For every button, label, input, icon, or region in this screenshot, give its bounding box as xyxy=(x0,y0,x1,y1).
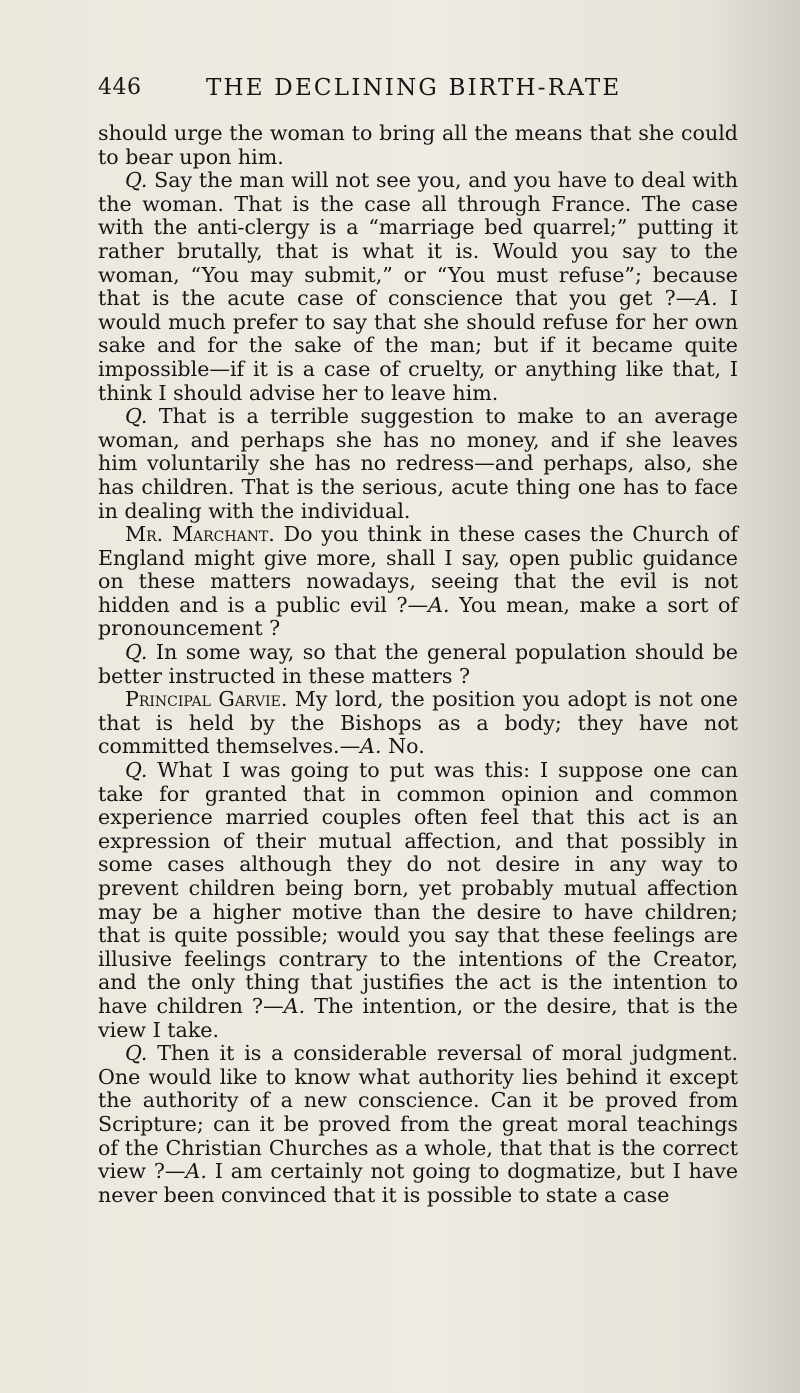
question-label: Q. xyxy=(125,1041,148,1066)
paragraph-6 xyxy=(98,688,738,759)
answer-label: A. xyxy=(428,592,450,617)
question-text: My lord, the position you adopt is not one that is held by the Bishops as a body; they have not committed themselves.— xyxy=(98,687,738,759)
question-text: Say the man will not see you, and you have to deal with the woman. That is the case all through France. The case with the anti-clergy is a “marriage bed quarrel;” putting it rather brutally, that is what it is. Would you say to the woman, “You may submit,” or “You must refuse”; because that is the acute case of conscience that you get ?— xyxy=(98,168,738,311)
paragraph-8 xyxy=(98,1042,738,1207)
answer-label: A. xyxy=(696,286,718,311)
question-text: Then it is a considerable reversal of moral judgment. One would like to know what authority lies behind it except the authority of a new conscience. Can it be proved from Scripture; can it be proved from the great moral teachings of the Christian Churches as a whole, that that is the correct view ?— xyxy=(98,1041,738,1184)
answer-text: No. xyxy=(381,734,425,759)
question-text: What I was going to put was this: I suppose one can take for granted that in common opinion and common experience married couples often feel that this act is an expression of their mutual affection, and that possibly in some cases although they do not desire in any way to prevent children being born, yet probably mutual affection may be a higher motive than the desire to have children; that is quite possible; would you say that these feelings are illusive feelings contrary to the intentions of the Creator, and the only thing that justifies the act is the intention to have children ?— xyxy=(98,758,738,1018)
paragraph-4 xyxy=(98,523,738,641)
running-title: THE DECLINING BIRTH-RATE xyxy=(206,75,622,101)
paragraph-5 xyxy=(98,641,738,688)
page-number: 446 xyxy=(98,75,142,100)
answer-text: I am certainly not going to dogmatize, but I have never been convinced that it is possible to state a case xyxy=(98,1159,739,1207)
question-label: Q. xyxy=(125,758,148,783)
paragraph-7 xyxy=(98,759,738,1042)
speaker-name: Mr. Marchant. xyxy=(125,522,275,547)
question-label: Q. xyxy=(125,168,148,193)
question-text: Do you think in these cases the Church of England might give more, shall I say, open public guidance on these matters nowadays, seeing that the evil is not hidden and is a public evil ?— xyxy=(98,522,738,617)
answer-label: A. xyxy=(360,734,382,759)
paragraph-3 xyxy=(98,405,738,523)
question-label: Q. xyxy=(125,404,148,429)
answer-text: I would much prefer to say that she should refuse for her own sake and for the sake of the man; but if it became quite impossible—if it is a case of cruelty, or anything like that, I think I should advise her to leave him. xyxy=(98,286,738,405)
answer-text: The intention, or the desire, that is the view I take. xyxy=(98,993,738,1042)
answer-label: A. xyxy=(283,993,306,1018)
speaker-name: Principal Garvie. xyxy=(125,687,288,712)
question-label: Q. xyxy=(125,640,148,665)
answer-text: You mean, make a sort of pronouncement ? xyxy=(98,592,738,641)
answer-label: A. xyxy=(185,1159,207,1184)
paragraph-2 xyxy=(98,169,738,405)
paragraph-1 xyxy=(98,122,738,169)
question-text: That is a terrible suggestion to make to an average woman, and perhaps she has no money, and if she leaves him voluntarily she has no redress—and perhaps, also, she has children. That is the serious, acute thing one has to face in dealing with the individual. xyxy=(98,404,738,523)
page-header xyxy=(98,75,638,109)
question-text: In some way, so that the general population should be better instructed in these matters ? xyxy=(98,640,738,688)
paragraph-text: should urge the woman to bring all the means that she could to bear upon him. xyxy=(98,121,738,169)
body-text xyxy=(98,122,738,1207)
